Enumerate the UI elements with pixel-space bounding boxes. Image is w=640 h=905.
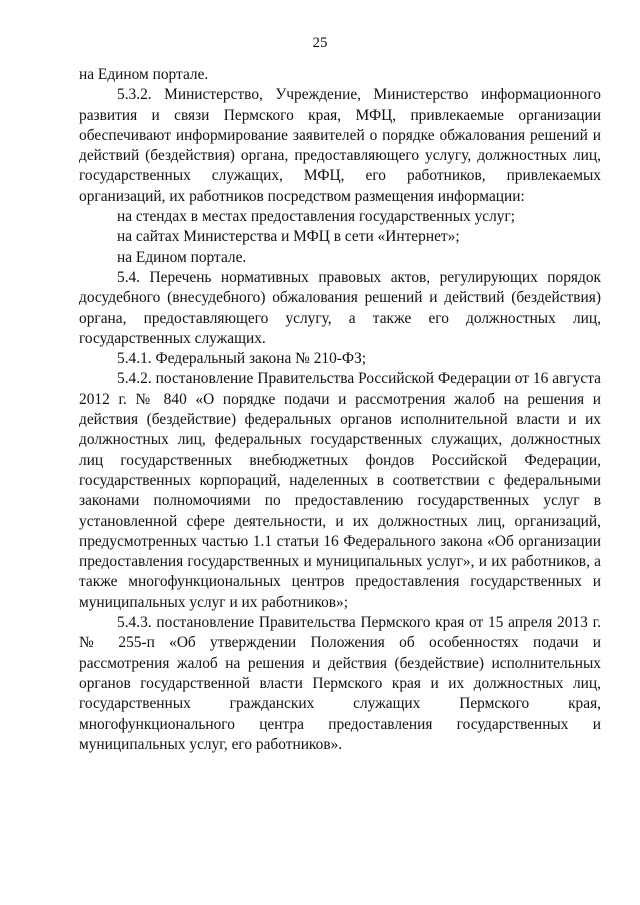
list-item-unified-portal: на Едином портале. (117, 248, 247, 266)
paragraph-continuation: на Едином портале. (79, 66, 209, 83)
list-item-websites: на сайтах Министерства и МФЦ в сети «Интернет»; (117, 228, 460, 246)
paragraph-5-4: 5.4. Перечень нормативных правовых актов, регулирующих порядок досудебного (внесудебного) обжалования решений и действий (бездействия) органа, предоставляющего услугу, а также его должностных лиц, государственных служащих. (79, 268, 601, 347)
document-body (79, 65, 601, 755)
paragraph-5-4-2: 5.4.2. постановление Правительства Российской Федерации от 16 августа 2012 г. № 840 «О порядке подачи и рассмотрения жалоб на решения и действия (бездействие) федеральных органов исполнительной власти и их должностных лиц, федеральных государственных служащих, должностных лиц государственных внебюджетных фондов Российской Федерации, государственных корпораций, наделенных в соответствии с федеральными законами полномочиями по предоставлению государственных услуг в установленной сфере деятельности, и их должностных лиц, организаций, предусмотренных частью 1.1 статьи 16 Федерального закона «Об организации предоставления государственных и муниципальных услуг», и их работников, а также многофункциональных центров предоставления государственных и муниципальных услуг и их работников»; (79, 370, 601, 611)
list-item-stands: на стендах в местах предоставления государственных услуг; (117, 208, 516, 226)
paragraph-5-4-3: 5.4.3. постановление Правительства Пермского края от 15 апреля 2013 г. № 255-п «Об утверждении Положения об особенностях подачи и рассмотрения жалоб на решения и действия (бездействие) исполнительных органов государственной власти Пермского края и их должностных лиц, государственных гражданских служащих Пермского края, многофункционального центра предоставления государственных и муниципальных услуг, его работников». (79, 614, 601, 753)
paragraph-5-4-1: 5.4.1. Федеральный закона № 210-ФЗ; (117, 350, 367, 368)
page-number: 25 (312, 35, 328, 51)
paragraph-5-3-2: 5.3.2. Министерство, Учреждение, Министерство информационного развития и связи Пермского края, МФЦ, привлекаемые организации обеспечивают информирование заявителей о порядке обжалования решений и действий (бездействия) органа, предоставляющего услугу, должностных лиц, государственных служащих, МФЦ, его работников, привлекаемых организаций, их работников посредством размещения информации: (79, 86, 601, 205)
